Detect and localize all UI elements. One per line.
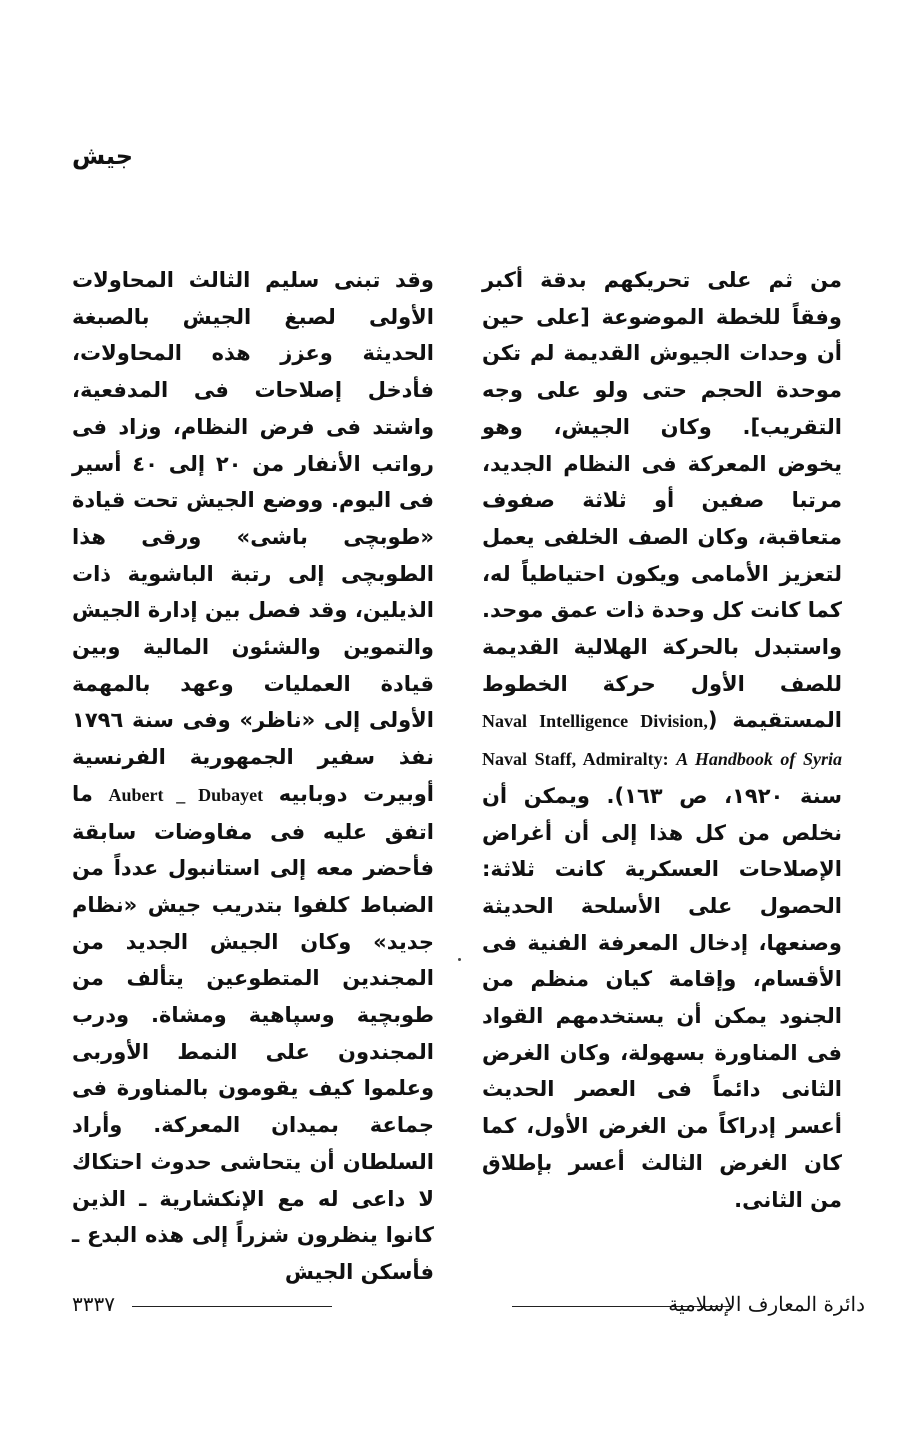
publication-title: دائرة المعارف الإسلامية — [668, 1292, 865, 1316]
paragraph — [72, 262, 434, 1291]
paragraph-text: ما اتفق عليه فى مفاوضات سابقة فأحضر معه إلى استانبول عدداً من الضباط كلفوا بتدريب جيش «نظام جديد» وكان الجيش الجديد من المجندين المتطوعين يتألف من طوبچية وسپاهية ومشاة. ودرب المجندون على النمط الأوربى وعلموا كيف يقومون بالمناورة فى جماعة بميدان المعركة. وأراد السلطان أن يتحاشى حدوث احتكاك لا داعى له مع الإنكشارية ـ الذين كانوا ينظرون شزراً إلى هذه البدع ـ فأسكن الجيش — [72, 781, 434, 1284]
citation-title: A Handbook of Syria — [676, 749, 843, 770]
paragraph-text: سنة ١٩٢٠، ص ١٦٣). ويمكن أن نخلص من كل هذا إلى أن أغراض الإصلاحات العسكرية كانت ثلاثة: الحصول على الأسلحة الحديثة وصنعها، إدخال المعرفة الفنية فى الأقسام، وإقامة كيان منظم من الجنود يمكن أن يستخدمهم القواد فى المناورة بسهولة، وكان الغرض الثانى دائماً فى العصر الحديث أعسر إدراكاً من الغرض الأول، كما كان الغرض الثالث أعسر بإطلاق من الثانى. — [482, 783, 842, 1212]
scan-speck — [458, 958, 461, 961]
paragraph-text: من ثم على تحريكهم بدقة أكبر وفقاً للخطة الموضوعة [على حين أن وحدات الجيوش القديمة لم تكن موحدة الحجم حتى ولو على وجه التقريب]. وكان الجيش، وهو يخوض المعركة فى النظام الجديد، مرتبا صفين أو ثلاثة صفوف متعاقبة، وكان الصف الخلفى يعمل لتعزيز الأمامى ويكون احتياطياً له، كما كانت كل وحدة ذات عمق موحد. واستبدل بالحركة الهلالية القديمة للصف الأول حركة الخطوط المستقيمة ( — [482, 268, 843, 733]
page-title: جيش — [72, 142, 134, 170]
column-right — [482, 262, 842, 1218]
column-left — [72, 262, 434, 1291]
page-footer — [72, 1292, 865, 1322]
latin-name: Aubert _ Dubayet — [108, 784, 264, 805]
paragraph-text: وقد تبنى سليم الثالث المحاولات الأولى لصبغ الجيش بالصبغة الحديثة وعزز هذه المحاولات، فأدخل إصلاحات فى المدفعية، واشتد فى فرض النظام، وزاد فى رواتب الأنفار من ٢٠ إلى ٤٠ أسير فى اليوم. ووضع الجيش تحت قيادة «طوبچى باشى» ورقى هذا الطوبچى إلى رتبة الباشوية ذات الذيلين، وقد فصل بين إدارة الجيش والتموين والشئون المالية وبين قيادة العمليات وعهد بالمهمة الأولى إلى «ناظر» وفى سنة ١٧٩٦ نفذ سفير الجمهورية الفرنسية أوبيرت دوبابيه — [72, 268, 434, 806]
citation-text: Naval Intelligence Division, Naval Staff, Admiralty: — [482, 711, 708, 770]
footer-divider — [132, 1306, 332, 1307]
page-number: ٣٣٣٧ — [72, 1292, 115, 1316]
paragraph — [482, 262, 842, 1218]
